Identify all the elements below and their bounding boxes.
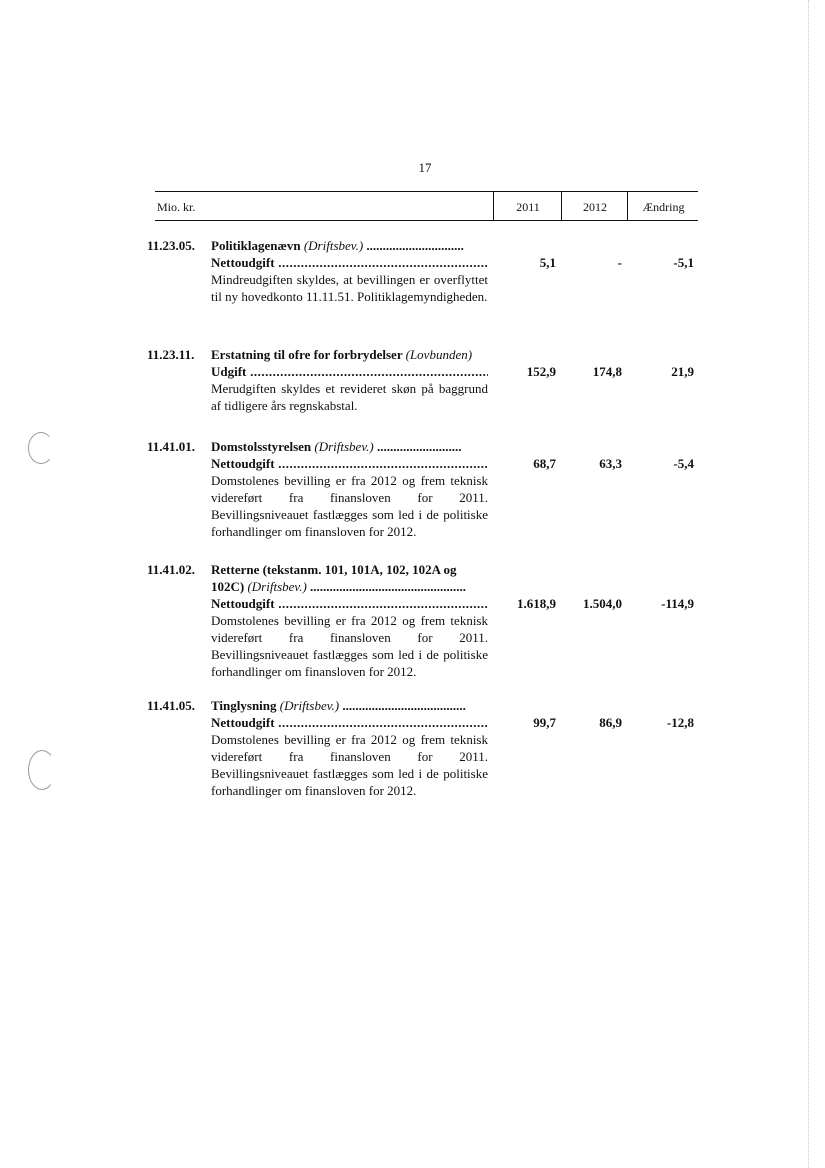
value-2012: 63,3 [599,456,622,471]
entry-title: Tinglysning (Driftsbev.) ...................................... [211,698,466,713]
value-2011: 152,9 [526,364,556,379]
account-code: 11.41.01. [147,439,196,454]
entry-title: Politiklagenævn (Driftsbev.) .............................. [211,238,464,253]
line-label: Nettoudgift ..... [211,254,488,271]
entry-description: Merudgiften skyldes et revideret skøn på baggrund af tidligere års regnskabstal. [211,381,488,413]
account-code: 11.23.11. [147,347,195,362]
punch-hole-mark [28,432,54,464]
entry-description: Domstolenes bevilling er fra 2012 og frem teknisk videreført fra finansloven for 2011. Bevillingsniveauet fastlægges som led i de politiske forhandlinger om finansloven for 2012. [211,613,488,679]
line-label: Nettoudgift ..... [211,714,488,731]
value-change: -5,1 [673,255,694,270]
account-code: 11.23.05. [147,238,196,253]
value-2011: 68,7 [533,456,556,471]
entry-title-continued: 102C) (Driftsbev.) ................................................ [211,579,467,594]
line-label: Nettoudgift ..... [211,595,488,612]
line-label: Nettoudgift ..... [211,455,488,472]
value-2012: 86,9 [599,715,622,730]
punch-hole-mark [28,750,56,790]
entry-title: Retterne (tekstanm. 101, 101A, 102, 102A og [211,562,457,577]
budget-entry [147,697,707,799]
budget-entry [147,561,707,680]
account-code: 11.41.05. [147,698,196,713]
value-2012: - [617,255,622,270]
entry-description: Mindreudgiften skyldes, at bevillingen er overflyttet til ny hovedkonto 11.11.51. Politiklagemyndigheden. [211,272,488,304]
value-2011: 1.618,9 [517,596,556,611]
value-change: 21,9 [671,364,694,379]
entry-title: Erstatning til ofre for forbrydelser (Lovbunden) [211,347,473,362]
unit-label: Mio. kr. [157,200,196,214]
account-code: 11.41.02. [147,562,196,577]
page-number: 17 [418,160,432,175]
value-2011: 99,7 [533,715,556,730]
entry-description: Domstolenes bevilling er fra 2012 og frem teknisk videreført fra finansloven for 2011. Bevillingsniveauet fastlægges som led i de politiske forhandlinger om finansloven for 2012. [211,732,488,798]
entry-description: Domstolenes bevilling er fra 2012 og frem teknisk videreført fra finansloven for 2011. Bevillingsniveauet fastlægges som led i de politiske forhandlinger om finansloven for 2012. [211,473,488,539]
column-2012-header: 2012 [561,192,628,220]
value-2011: 5,1 [539,255,556,270]
value-2012: 174,8 [592,364,622,379]
value-change: -12,8 [666,715,694,730]
value-2012: 1.504,0 [583,596,622,611]
column-change-header: Ændring [627,192,699,220]
table-header [155,191,698,221]
budget-entry [147,346,707,414]
value-change: -114,9 [661,596,694,611]
line-label: Udgift ..... [211,363,488,380]
budget-entry [147,237,707,305]
entry-title: Domstolsstyrelsen (Driftsbev.) .......................... [211,439,462,454]
value-change: -5,4 [673,456,694,471]
column-2011-header: 2011 [493,192,562,220]
budget-entry [147,438,707,540]
scan-edge [808,0,811,1168]
